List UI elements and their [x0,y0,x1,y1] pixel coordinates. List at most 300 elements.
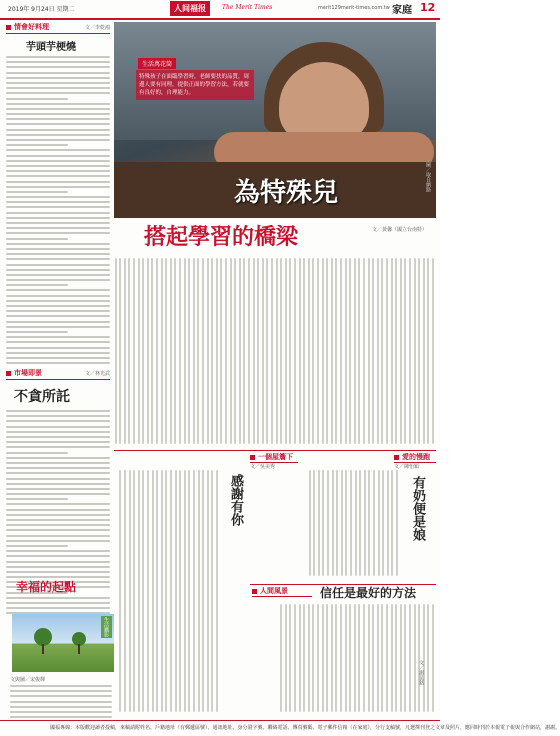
text-column [142,470,144,712]
text-line [6,597,110,599]
text-line [6,347,110,349]
left-section3 [8,578,112,595]
photo-tag: 生活攝影 [101,616,112,638]
text-column [271,258,273,444]
text-column [193,470,195,712]
text-line [6,509,110,511]
text-line [6,269,110,271]
col1-body [114,470,220,716]
text-column [138,470,140,712]
text-column [312,604,314,712]
page-number: 12 [420,1,436,14]
text-column [322,470,324,576]
text-column [266,258,268,444]
left-article-title: 芋頭芋梗燒 [26,42,76,53]
col3-byline: 文／謝昆銘 [418,660,424,685]
text-line [6,331,68,333]
text-line [6,441,110,443]
text-line [6,103,110,105]
text-column [294,604,296,712]
text-line [6,550,110,552]
text-line [6,217,110,219]
text-column [358,258,360,444]
text-column [381,604,383,712]
text-column [216,258,218,444]
text-column [349,258,351,444]
text-line [6,519,110,521]
text-column [414,258,416,444]
text-column [418,604,420,712]
text-column [313,470,315,576]
text-line [6,295,110,297]
col3-header [252,586,312,597]
text-line [6,129,110,131]
hero-badge: 生活萬花筒 [138,58,176,69]
text-column [378,470,380,576]
text-line [6,212,110,214]
text-line [6,529,110,531]
col2-category-header [394,452,436,463]
text-line [6,462,110,464]
text-column [179,258,181,444]
text-line [6,155,110,157]
text-column [368,470,370,576]
text-column [280,258,282,444]
text-column [345,258,347,444]
left-section3-byline: 文與圖／宋俊輝 [10,677,46,683]
text-column [133,258,135,444]
text-line [6,66,110,68]
text-column [409,258,411,444]
text-column [285,604,287,712]
text-column [326,604,328,712]
text-column [151,258,153,444]
left-section3-text [10,676,112,721]
text-column [179,470,181,712]
text-column [418,258,420,444]
text-column [427,258,429,444]
text-column [175,470,177,712]
text-column [354,604,356,712]
text-column [318,470,320,576]
text-line [6,310,110,312]
text-column [331,258,333,444]
text-column [309,470,311,576]
text-column [257,258,259,444]
text-column [188,470,190,712]
text-column [289,604,291,712]
text-column [262,258,264,444]
left-article-body [6,56,110,364]
text-line [6,82,110,84]
left-category-header [6,22,110,34]
text-column [165,258,167,444]
text-column [124,470,126,712]
text-line [6,123,110,125]
text-column [395,604,397,712]
text-line [6,243,110,245]
hero-photo [114,22,436,218]
text-column [404,604,406,712]
left-section2-header [6,368,110,380]
col2-body [300,470,400,580]
text-column [432,258,434,444]
text-column [161,470,163,712]
text-line [6,436,110,438]
text-column [386,604,388,712]
text-line [6,134,110,136]
text-column [373,470,375,576]
text-column [331,604,333,712]
text-line [6,341,110,343]
text-column [253,258,255,444]
text-line [10,695,112,697]
text-line [6,170,110,172]
issue-date: 2019年 9月24日 星期二 [8,6,75,13]
text-column [152,470,154,712]
text-line [6,232,110,234]
text-line [6,431,110,433]
text-line [6,113,110,115]
text-column [332,470,334,576]
newspaper-subtitle: The Merit Times [222,4,273,11]
text-line [6,206,110,208]
landscape-photo [12,614,114,672]
text-column [133,470,135,712]
text-column [363,604,365,712]
text-line [6,87,110,89]
text-line [6,321,110,323]
text-line [6,72,110,74]
text-column [317,258,319,444]
text-line [6,191,68,193]
text-line [6,426,110,428]
text-column [359,470,361,576]
left-column [6,22,110,618]
text-line [6,514,110,516]
text-column [289,258,291,444]
left-section2-byline: 文／林光武 [84,370,110,377]
text-column [327,470,329,576]
section-name: 家庭 [392,5,412,16]
text-column [340,258,342,444]
text-column [391,470,393,576]
text-column [299,604,301,712]
text-line [6,493,110,495]
text-column [248,258,250,444]
col1-byline: 文／吳美秀 [250,464,276,470]
tree-trunk [42,644,44,654]
text-column [184,470,186,712]
text-column [335,604,337,712]
text-column [312,258,314,444]
text-line [6,264,110,266]
left-section2-category: 市場即景 [14,369,42,378]
text-column [322,258,324,444]
tree-trunk [78,644,80,654]
text-line [6,457,110,459]
text-column [409,604,411,712]
col2-byline: 文／陳怡穎 [394,464,420,470]
text-line [6,186,110,188]
text-line [10,716,112,718]
newspaper-url: merit129merit-times.com.tw [318,5,390,11]
text-line [6,488,110,490]
text-line [6,467,110,469]
text-column [230,258,232,444]
hero-caption: 特殊孩子在面臨學習時，老師要扶的品質，周邊人要有同理，提供正面的學習方法，若就要有良好的，自理能力。 [136,70,254,100]
text-column [391,258,393,444]
text-line [6,446,110,448]
col2-header [394,452,436,470]
text-line [6,165,110,167]
text-column [345,604,347,712]
text-line [6,248,110,250]
headline-main: 為特殊兒 [234,178,339,208]
text-column [432,604,434,712]
text-line [6,284,68,286]
text-line [6,258,110,260]
text-column [303,604,305,712]
text-column [368,258,370,444]
text-column [202,470,204,712]
square-bullet-icon [394,455,399,460]
text-column [377,258,379,444]
text-line [6,196,110,198]
text-column [358,604,360,712]
text-column [147,470,149,712]
text-line [6,139,110,141]
text-line [6,181,110,183]
text-column [193,258,195,444]
text-line [6,483,110,485]
text-column [377,604,379,712]
text-column [280,604,282,712]
col2-category: 愛的慢跑 [402,453,430,461]
text-line [6,108,110,110]
text-column [299,258,301,444]
headline-byline: 文／黃馨（國立台南特） [372,227,428,233]
text-column [372,604,374,712]
text-line [10,685,112,687]
text-line [6,357,110,359]
text-line [10,711,112,713]
text-line [6,92,110,94]
text-column [188,258,190,444]
col1-category: 一個屋簷下 [258,453,293,461]
col1-header [250,452,298,470]
text-column [308,604,310,712]
text-line [6,602,110,604]
text-column [216,470,218,712]
text-column [115,258,117,444]
text-column [404,258,406,444]
text-column [142,258,144,444]
text-column [354,258,356,444]
left-section3-body [10,685,112,718]
text-line [6,98,68,100]
text-column [207,258,209,444]
text-line [6,222,110,224]
text-line [6,326,110,328]
text-line [6,160,110,162]
text-line [6,149,110,151]
text-column [211,470,213,712]
text-column [165,470,167,712]
text-column [225,258,227,444]
text-line [6,561,110,563]
text-line [6,452,68,454]
text-line [6,503,110,505]
square-bullet-icon [250,455,255,460]
text-line [10,690,112,692]
text-line [6,545,68,547]
text-column [396,470,398,576]
main-article-body [114,258,436,448]
text-column [170,258,172,444]
text-column [382,470,384,576]
text-column [322,604,324,712]
text-line [6,472,110,474]
text-column [303,258,305,444]
text-column [391,604,393,712]
text-column [211,258,213,444]
text-line [6,607,110,609]
left-category: 情會好料理 [14,23,49,31]
text-column [317,604,319,712]
text-line [6,144,68,146]
text-column [341,470,343,576]
col1-category-header [250,452,298,463]
text-column [207,470,209,712]
text-column [202,258,204,444]
col3-title: 信任是最好的方法 [320,586,417,600]
page-footer: 國福專線：本版歡迎讀者投稿，來稿請附姓名、戶籍地址（有郵遞區號）、通訊地址、身分證字號、聯絡電話、傳真號碼、電子郵件信箱（在家庭），分行支稿號，凡選擇刊登之文章及照片，應同時刊於本報電子報與合作網站，謝謝。 [0,720,440,735]
square-bullet-icon [6,371,11,376]
text-column [129,470,131,712]
text-line [6,279,110,281]
left-byline: 文／李乾鴻 [84,24,110,31]
text-column [355,470,357,576]
col3-body [252,604,436,716]
text-line [6,175,110,177]
text-line [6,61,110,63]
text-line [6,336,110,338]
text-column [381,258,383,444]
text-line [6,571,110,573]
text-column [340,604,342,712]
text-line [6,566,110,568]
text-line [6,289,110,291]
text-column [234,258,236,444]
text-column [368,604,370,712]
square-bullet-icon [252,589,257,594]
text-line [6,201,110,203]
text-column [372,258,374,444]
text-column [400,604,402,712]
text-column [387,470,389,576]
text-column [161,258,163,444]
text-column [326,258,328,444]
text-column [198,470,200,712]
text-column [285,258,287,444]
text-column [423,258,425,444]
text-line [6,420,110,422]
text-column [243,258,245,444]
text-column [345,470,347,576]
square-bullet-icon [6,25,11,30]
text-column [174,258,176,444]
text-line [6,535,110,537]
text-column [414,604,416,712]
text-column [276,258,278,444]
text-column [220,258,222,444]
text-column [184,258,186,444]
text-line [6,77,110,79]
text-column [386,258,388,444]
photo-credit: 圖／取自網路 [425,162,431,192]
masthead [0,0,440,20]
col2-title: 有奶便是娘 [410,476,425,541]
text-column [156,258,158,444]
headline-sub: 搭起學習的橋梁 [144,224,299,250]
text-line [10,706,112,708]
text-column [147,258,149,444]
text-line [10,701,112,703]
text-line [6,478,110,480]
text-line [6,56,110,58]
text-column [170,470,172,712]
text-column [363,258,365,444]
text-line [6,415,110,417]
text-column [395,258,397,444]
left-section3-title: 幸福的起點 [16,580,77,594]
text-column [119,258,121,444]
col3-category-header [252,586,312,597]
text-column [124,258,126,444]
text-column [308,258,310,444]
text-line [6,118,110,120]
text-column [138,258,140,444]
text-column [400,258,402,444]
text-line [6,253,110,255]
text-column [423,604,425,712]
text-line [6,524,110,526]
text-column [156,470,158,712]
text-line [6,315,110,317]
text-line [6,300,110,302]
text-column [119,470,121,712]
text-column [294,258,296,444]
text-line [6,410,110,412]
text-column [350,470,352,576]
text-column [197,258,199,444]
text-column [336,470,338,576]
text-line [6,227,110,229]
left-section2-title: 不貪所託 [14,389,70,406]
text-line [6,498,68,500]
newspaper-logo: 人间福报 [170,1,210,16]
text-column [349,604,351,712]
text-column [427,604,429,712]
col3-category: 人間風景 [260,587,288,595]
section-divider [114,450,436,451]
text-column [335,258,337,444]
text-line [6,540,110,542]
text-line [6,305,110,307]
text-line [6,238,68,240]
col1-title: 感謝有你 [228,474,243,526]
